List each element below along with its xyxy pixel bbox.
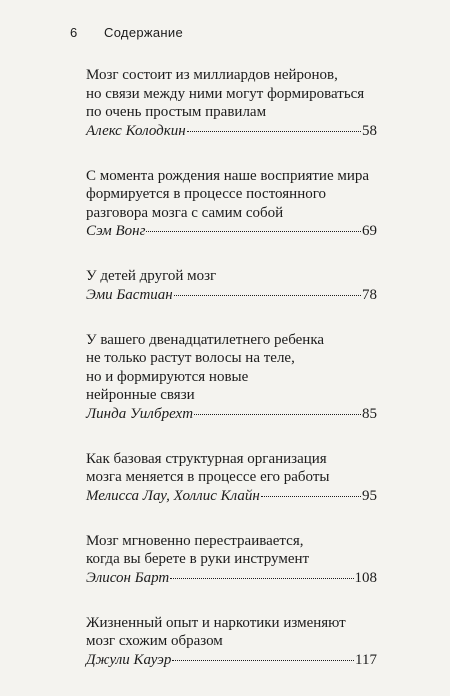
entry-author-row [86,569,377,588]
entry-page-number: 85 [362,405,377,422]
dot-leader [174,294,361,296]
toc-entry[interactable] [86,532,377,588]
entry-title-line: формируется в процессе постоянного [86,186,327,202]
toc-entry[interactable] [86,614,377,670]
entry-author: Сэм Вонг [86,223,146,239]
entry-title-line: С момента рождения наше восприятие мира [86,167,370,184]
page-number: 6 [70,25,78,40]
toc-entry[interactable] [86,66,377,140]
entry-title-line: нейронные связи [86,387,195,403]
entry-title-line: но и формируются новые [86,368,249,385]
dot-leader [172,659,354,661]
entry-title-line: но связи между ними могут формироваться [86,85,365,102]
entry-author: Элисон Барт [86,569,170,586]
entry-title-line: Мозг состоит из миллиардов нейронов, [86,67,338,83]
entry-author: Мелисса Лау, Холлис Клайн [86,487,260,504]
entry-title-line: У детей другой мозг [86,268,217,284]
dot-leader [146,230,361,232]
section-title: Содержание [104,25,183,40]
entry-title-line: Мозг мгновенно перестраивается, [86,532,304,549]
entry-title-line: разговора мозга с самим собой [86,204,284,221]
entry-author-row [86,286,377,305]
dot-leader [187,130,361,132]
entry-author-row [86,651,377,670]
entry-title-line: мозг схожим образом [86,633,223,649]
entry-author-row [86,122,377,141]
entry-page-number: 117 [355,651,377,668]
entry-author: Алекс Колодкин [86,122,186,139]
entry-author: Линда Уилбрехт [86,405,194,422]
entry-page-number: 108 [354,569,377,586]
dot-leader [194,413,361,415]
entry-author: Эми Бастиан [86,286,173,303]
toc-entry[interactable] [86,267,377,304]
entry-title-line: У вашего двенадцатилетнего ребенка [86,331,325,348]
dot-leader [261,495,361,497]
entry-title-line: мозга меняется в процессе его работы [86,469,330,485]
toc-entry[interactable] [86,331,377,424]
entry-title-line: когда вы берете в руки инструмент [86,551,310,567]
dot-leader [170,577,353,579]
entry-title-line: не только растут волосы на теле, [86,350,295,366]
toc-entry[interactable] [86,450,377,506]
entry-title-line: Жизненный опыт и наркотики изменяют [86,614,346,631]
entry-title-line: Как базовая структурная организация [86,450,327,467]
running-header [70,25,183,40]
entry-author-row [86,222,377,241]
entry-author-row [86,487,377,506]
entry-title-line: по очень простым правилам [86,104,267,120]
entry-page-number: 58 [362,122,377,139]
entry-author-row [86,405,377,424]
entry-author: Джули Кауэр [86,651,172,668]
entry-page-number: 78 [362,286,377,303]
entry-page-number: 69 [362,223,377,239]
toc-entry[interactable] [86,167,377,241]
table-of-contents [86,66,377,696]
entry-page-number: 95 [362,487,377,504]
